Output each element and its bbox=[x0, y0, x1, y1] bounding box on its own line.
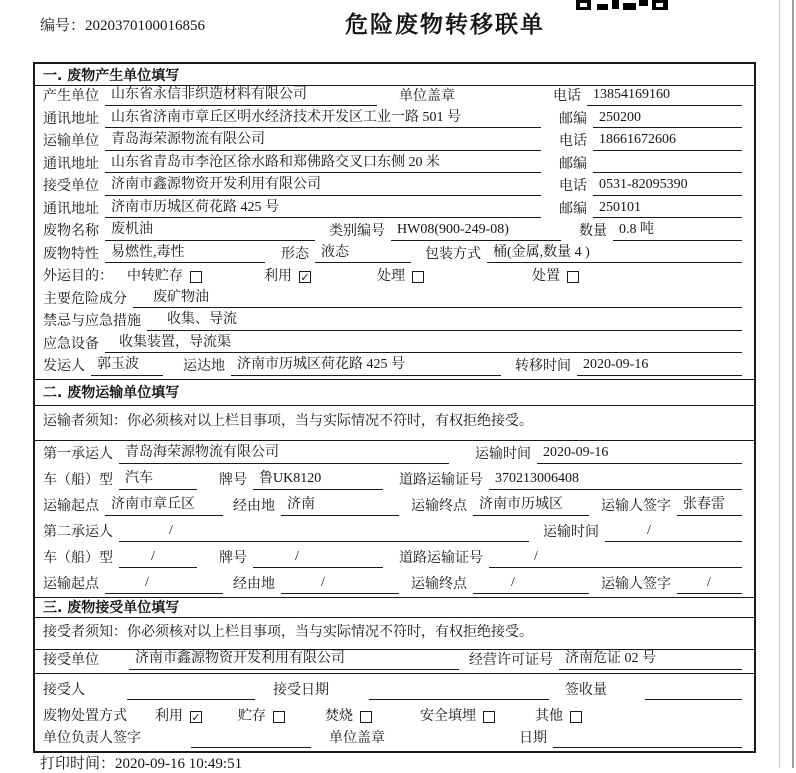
vehicle-type-label: 车（船）型 bbox=[43, 551, 113, 567]
route-via-label: 经由地 bbox=[233, 577, 275, 593]
receiver-address-value: 济南市历城区荷花路 425 号 bbox=[105, 200, 541, 218]
address-label: 通讯地址 bbox=[43, 111, 99, 127]
phone-label: 电话 bbox=[553, 89, 581, 105]
hazard-label: 主要危险成分 bbox=[43, 291, 127, 307]
serial-value: 2020370100016856 bbox=[85, 18, 206, 34]
receiver-notice-text: 接受者须知：你必须核对以上栏目事项，当与实际情况不符时，有权拒绝接受。 bbox=[43, 624, 533, 640]
receiver-value: 济南市鑫源物资开发利用有限公司 bbox=[105, 177, 541, 195]
road-license-value: / bbox=[489, 549, 742, 567]
option-label: 贮存 bbox=[238, 709, 266, 725]
route-via-value: 济南 bbox=[281, 497, 399, 515]
packing-value: 桶(金属,数量 4 ) bbox=[487, 245, 742, 263]
transport-time-value: / bbox=[605, 523, 742, 541]
purpose-option-utilize bbox=[264, 269, 311, 285]
received-qty-label: 签收量 bbox=[565, 683, 607, 699]
acceptor-value bbox=[127, 684, 255, 700]
carrier-sign-value: 张春雷 bbox=[677, 497, 742, 515]
checkbox-utilize: ✓ bbox=[300, 271, 310, 285]
producer-phone-value: 13854169160 bbox=[587, 87, 742, 105]
address-label: 通讯地址 bbox=[43, 201, 99, 217]
zip-label: 邮编 bbox=[559, 201, 587, 217]
acceptance-row bbox=[35, 674, 754, 703]
emergency-measures-row bbox=[35, 311, 754, 334]
transfer-time-label: 转移时间 bbox=[515, 359, 571, 375]
signature-row bbox=[35, 729, 754, 751]
disposal-method-row bbox=[35, 703, 754, 729]
equipment-value: 收集装置，导流渠 bbox=[105, 335, 742, 353]
section2-heading: 二. 废物运输单位填写 bbox=[35, 379, 754, 406]
carrier-sign-value: / bbox=[677, 575, 742, 593]
producer-address-row bbox=[35, 109, 754, 132]
producer-value: 山东省永信非织造材料有限公司 bbox=[105, 87, 377, 105]
unit-seal-label: 单位盖章 bbox=[329, 731, 385, 747]
waste-code-value: HW08(900-249-08) bbox=[391, 222, 561, 240]
waste-qty-label: 数量 bbox=[579, 224, 607, 240]
print-time-value: 2020-09-16 10:49:51 bbox=[115, 756, 243, 772]
receiver-address-row bbox=[35, 199, 754, 222]
second-carrier-value: / bbox=[119, 523, 529, 541]
option-label: 焚烧 bbox=[325, 709, 353, 725]
accepting-unit-label: 接受单位 bbox=[43, 653, 99, 669]
producer-row bbox=[35, 86, 754, 109]
route-end-value: / bbox=[473, 575, 589, 593]
checkbox-other bbox=[570, 711, 582, 723]
accept-date-value bbox=[369, 684, 549, 700]
vehicle1-row bbox=[35, 467, 754, 493]
transporter-address-row bbox=[35, 154, 754, 177]
disposal-option-store bbox=[238, 709, 285, 725]
dispatch-row bbox=[35, 356, 754, 379]
receiver-row bbox=[35, 176, 754, 199]
producer-address-value: 山东省济南市章丘区明水经济技术开发区工业一路 501 号 bbox=[105, 110, 541, 128]
road-license-label: 道路运输证号 bbox=[399, 551, 483, 567]
waste-traits-row bbox=[35, 244, 754, 267]
qr-code-fragment bbox=[576, 0, 668, 10]
checkbox-utilize: ✓ bbox=[191, 711, 201, 725]
transport-time-value: 2020-09-16 bbox=[537, 445, 742, 463]
waste-code-label: 类别编号 bbox=[329, 224, 385, 240]
transfer-time-value: 2020-09-16 bbox=[577, 357, 742, 375]
first-carrier-label: 第一承运人 bbox=[43, 447, 113, 463]
route-start-value: / bbox=[105, 575, 223, 593]
transfer-purpose-row bbox=[35, 266, 754, 289]
transporter-notice-row bbox=[35, 406, 754, 441]
waste-form-label: 形态 bbox=[281, 246, 309, 262]
first-carrier-row bbox=[35, 441, 754, 467]
phone-label: 电话 bbox=[559, 134, 587, 150]
route-end-label: 运输终点 bbox=[411, 577, 467, 593]
option-label: 处置 bbox=[532, 269, 560, 285]
road-license-label: 道路运输证号 bbox=[399, 473, 483, 489]
plate-value: / bbox=[253, 549, 383, 567]
responsible-sign-value bbox=[191, 732, 311, 748]
producer-label: 产生单位 bbox=[43, 89, 99, 105]
vehicle2-row bbox=[35, 545, 754, 571]
receiver-phone-value: 0531-82095390 bbox=[593, 177, 742, 195]
unit-seal-label: 单位盖章 bbox=[399, 89, 455, 105]
waste-qty-value: 0.8 吨 bbox=[613, 222, 742, 240]
serial-label: 编号： bbox=[40, 18, 86, 34]
second-carrier-label: 第二承运人 bbox=[43, 525, 113, 541]
transport-time-label: 运输时间 bbox=[475, 447, 531, 463]
zip-label: 邮编 bbox=[559, 156, 587, 172]
transporter-notice-text: 运输者须知：你必须核对以上栏目事项，当与实际情况不符时，有权拒绝接受。 bbox=[43, 414, 533, 430]
phone-label: 电话 bbox=[559, 179, 587, 195]
equipment-label: 应急设备 bbox=[43, 336, 99, 352]
section1-heading: 一. 废物产生单位填写 bbox=[35, 64, 754, 86]
page-edge-line bbox=[779, 0, 780, 768]
destination-label: 运达地 bbox=[183, 359, 225, 375]
option-label: 处理 bbox=[377, 269, 405, 285]
address-label: 通讯地址 bbox=[43, 156, 99, 172]
emergency-value: 收集、导流 bbox=[147, 312, 742, 330]
checkbox-store bbox=[273, 711, 285, 723]
waste-name-value: 废机油 bbox=[105, 222, 315, 240]
route-via-label: 经由地 bbox=[233, 499, 275, 515]
purpose-option-dispose bbox=[532, 269, 579, 285]
option-label: 利用 bbox=[155, 709, 183, 725]
waste-name-row bbox=[35, 221, 754, 244]
checkbox-treat bbox=[412, 271, 424, 283]
emergency-label: 禁忌与应急措施 bbox=[43, 314, 141, 330]
operating-license-label: 经营许可证号 bbox=[469, 653, 553, 669]
print-time bbox=[40, 752, 242, 773]
form-title: 危险废物转移联单 bbox=[345, 12, 545, 38]
plate-label: 牌号 bbox=[219, 473, 247, 489]
transfer-form bbox=[33, 62, 756, 753]
transport-time-label: 运输时间 bbox=[543, 525, 599, 541]
receiver-notice-row bbox=[35, 618, 754, 650]
plate-value: 鲁UK8120 bbox=[253, 471, 383, 489]
received-qty-value bbox=[645, 684, 742, 700]
checkbox-incinerate bbox=[360, 711, 372, 723]
road-license-value: 370213006408 bbox=[489, 471, 742, 489]
page-edge-shadow bbox=[792, 0, 794, 768]
vehicle-type-label: 车（船）型 bbox=[43, 473, 113, 489]
accepting-unit-value: 济南市鑫源物资开发利用有限公司 bbox=[129, 651, 459, 669]
operating-license-value: 济南危证 02 号 bbox=[559, 651, 742, 669]
transporter-address-value: 山东省青岛市李沧区徐水路和郑佛路交叉口东侧 20 米 bbox=[105, 155, 541, 173]
waste-form-value: 液态 bbox=[315, 245, 411, 263]
purpose-label: 外运目的： bbox=[43, 269, 113, 285]
section3-heading: 三. 废物接受单位填写 bbox=[35, 597, 754, 618]
dispatcher-label: 发运人 bbox=[43, 359, 85, 375]
zip-label: 邮编 bbox=[559, 111, 587, 127]
disposal-option-other bbox=[535, 709, 582, 725]
transporter-value: 青岛海荣源物流有限公司 bbox=[105, 132, 541, 150]
disposal-option-incinerate bbox=[325, 709, 372, 725]
checkbox-transfer-storage bbox=[190, 271, 202, 283]
route2-row bbox=[35, 571, 754, 597]
transporter-phone-value: 18661672606 bbox=[593, 132, 742, 150]
disposal-option-landfill bbox=[420, 709, 495, 725]
option-label: 利用 bbox=[264, 269, 292, 285]
producer-zip-value: 250200 bbox=[593, 110, 742, 128]
transporter-label: 运输单位 bbox=[43, 134, 99, 150]
carrier-sign-label: 运输人签字 bbox=[601, 577, 671, 593]
vehicle-type-value: / bbox=[119, 549, 197, 567]
destination-value: 济南市历城区荷花路 425 号 bbox=[231, 357, 501, 375]
dispatcher-value: 郭玉波 bbox=[91, 357, 163, 375]
route-end-value: 济南市历城区 bbox=[473, 497, 589, 515]
vehicle-type-value: 汽车 bbox=[119, 471, 197, 489]
waste-traits-label: 废物特性 bbox=[43, 246, 99, 262]
emergency-equipment-row bbox=[35, 334, 754, 357]
acceptor-label: 接受人 bbox=[43, 683, 85, 699]
second-carrier-row bbox=[35, 519, 754, 545]
route1-row bbox=[35, 493, 754, 519]
transporter-row bbox=[35, 131, 754, 154]
route-start-label: 运输起点 bbox=[43, 577, 99, 593]
hazard-components-row bbox=[35, 289, 754, 312]
plate-label: 牌号 bbox=[219, 551, 247, 567]
route-start-label: 运输起点 bbox=[43, 499, 99, 515]
receiver-zip-value: 250101 bbox=[593, 200, 742, 218]
accepting-unit-row bbox=[35, 650, 754, 674]
waste-traits-value: 易燃性,毒性 bbox=[105, 245, 265, 263]
checkbox-dispose bbox=[567, 271, 579, 283]
purpose-option-transfer-storage bbox=[127, 269, 202, 285]
transporter-zip-value bbox=[593, 157, 742, 173]
route-end-label: 运输终点 bbox=[411, 499, 467, 515]
option-label: 其他 bbox=[535, 709, 563, 725]
responsible-sign-label: 单位负责人签字 bbox=[43, 731, 141, 747]
checkbox-landfill bbox=[483, 711, 495, 723]
first-carrier-value: 青岛海荣源物流有限公司 bbox=[119, 445, 449, 463]
print-time-label: 打印时间： bbox=[40, 756, 116, 772]
option-label: 中转贮存 bbox=[127, 269, 183, 285]
date-value bbox=[553, 732, 742, 748]
route-via-value: / bbox=[281, 575, 399, 593]
accept-date-label: 接受日期 bbox=[273, 683, 329, 699]
receiver-label: 接受单位 bbox=[43, 179, 99, 195]
purpose-option-treat bbox=[377, 269, 424, 285]
waste-name-label: 废物名称 bbox=[43, 224, 99, 240]
carrier-sign-label: 运输人签字 bbox=[601, 499, 671, 515]
hazard-value: 废矿物油 bbox=[133, 290, 742, 308]
packing-label: 包装方式 bbox=[425, 246, 481, 262]
disposal-option-utilize bbox=[155, 709, 202, 725]
date-label: 日期 bbox=[519, 731, 547, 747]
option-label: 安全填埋 bbox=[420, 709, 476, 725]
disposal-method-label: 废物处置方式 bbox=[43, 709, 127, 725]
route-start-value: 济南市章丘区 bbox=[105, 497, 223, 515]
